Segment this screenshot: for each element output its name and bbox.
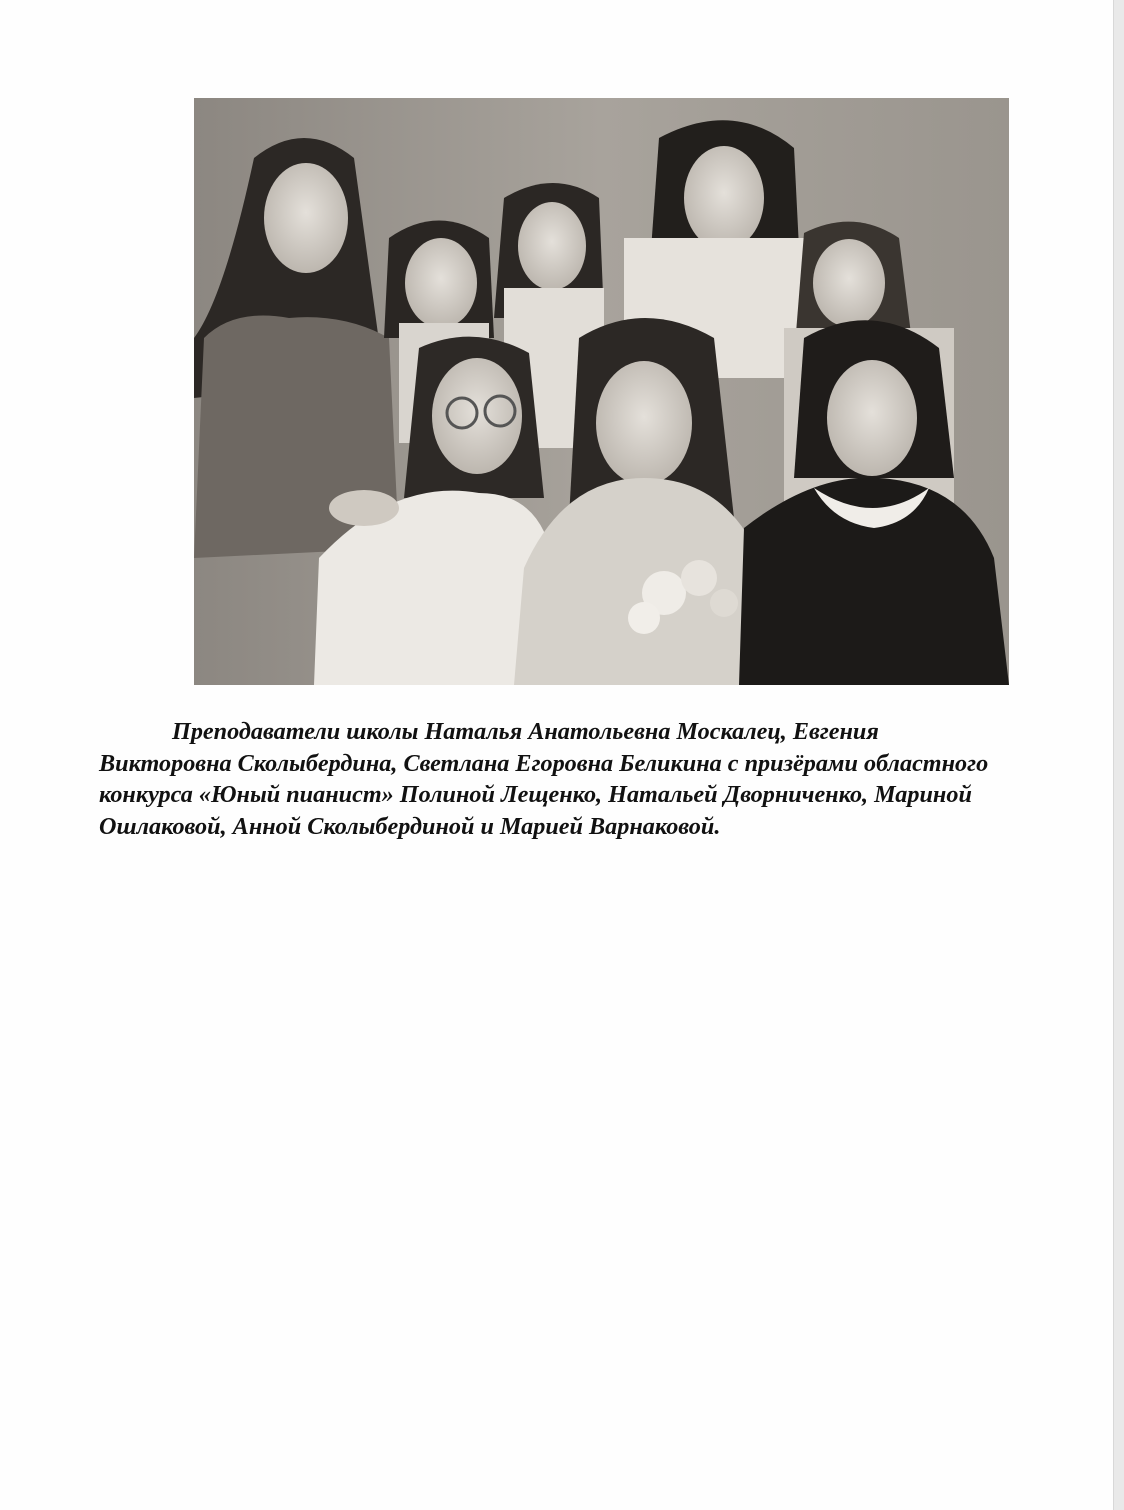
photo-caption: Преподаватели школы Наталья Анатольевна Москалец, Евгения Викторовна Сколыбердина, Светлана Егоровна Беликина с призёрами областного конкурса «Юный пианист» Полиной Лещенко, Натальей Дворниченко, Мариной Ошлаковой, Анной Сколыбердиной и Марией Варнаковой. bbox=[99, 718, 989, 840]
group-photo bbox=[194, 98, 1009, 685]
page-edge bbox=[1113, 0, 1124, 1510]
group-photo-icon bbox=[194, 98, 1009, 685]
